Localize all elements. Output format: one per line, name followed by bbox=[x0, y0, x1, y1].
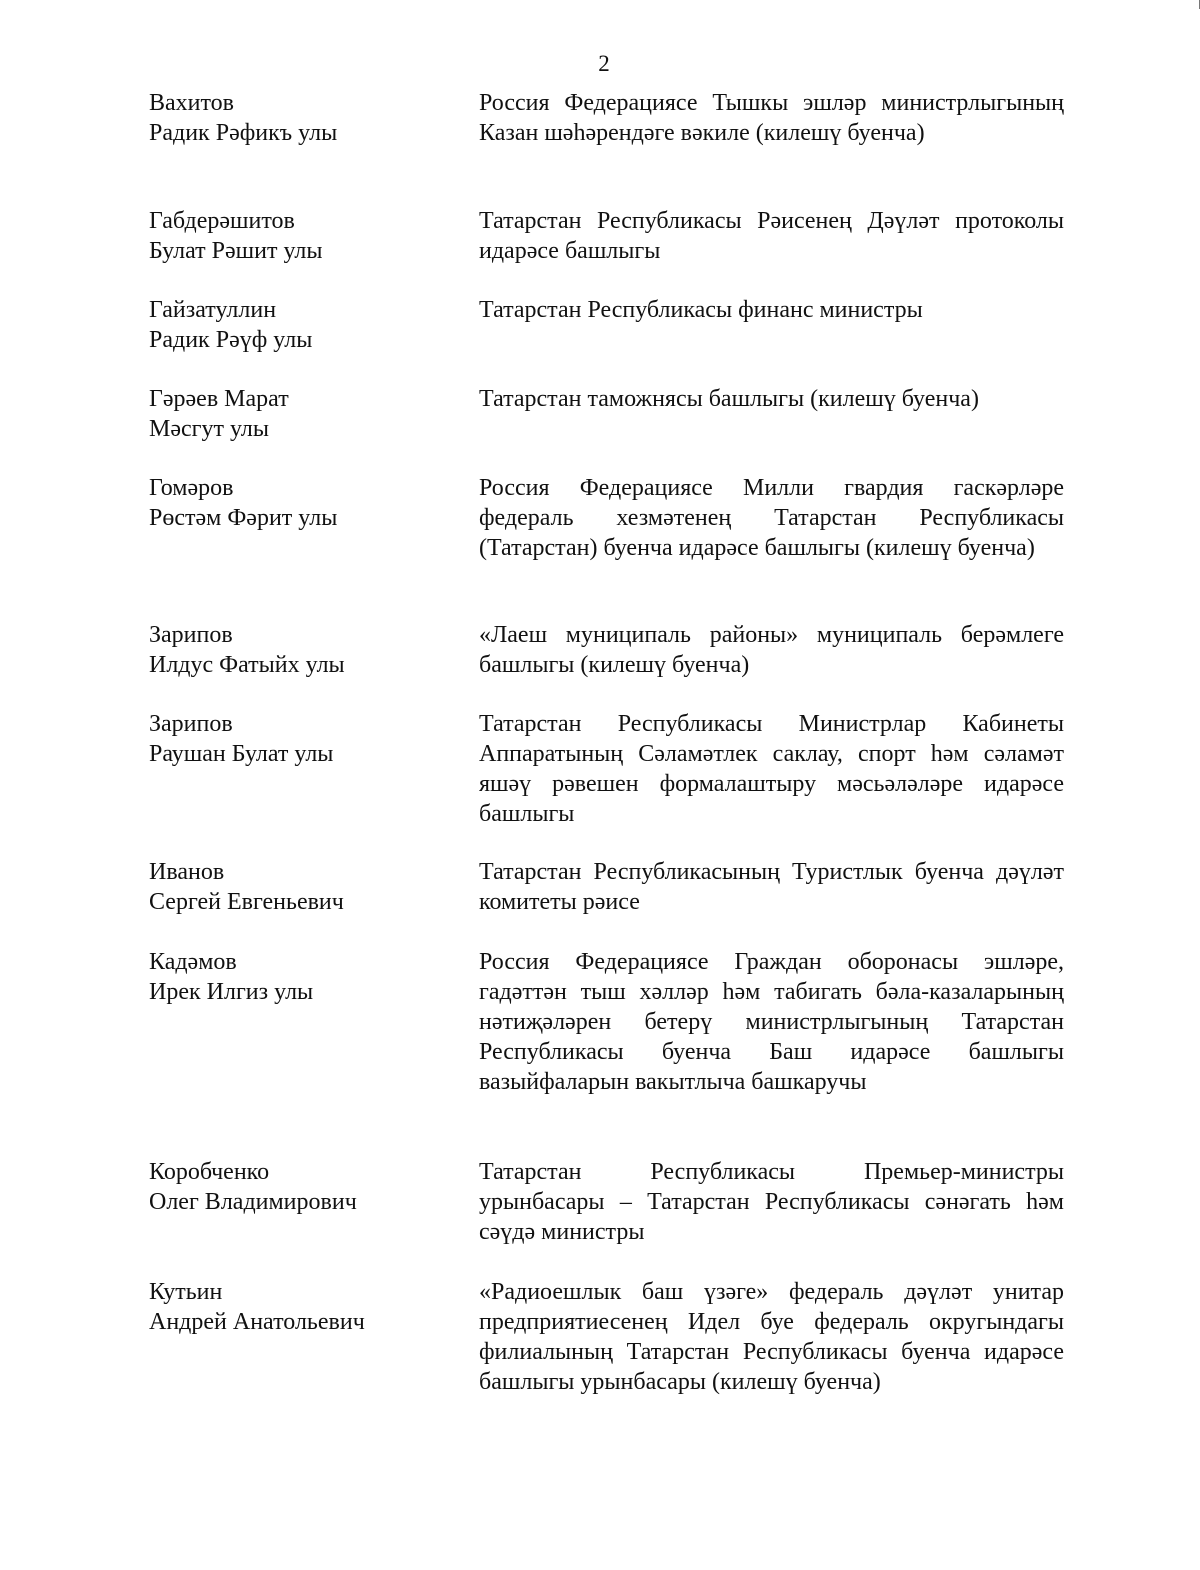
member-position: Татарстан Республикасы Министрлар Кабинеты Аппаратының Сәламәтлек саклау, спорт һәм сәламәт яшәү рәвешен формалаштыру мәсьәләләре идарәсе башлыгы bbox=[479, 711, 1064, 827]
member-surname: Кадәмов bbox=[149, 949, 237, 975]
member-given-name: Андрей Анатольевич bbox=[149, 1309, 365, 1335]
member-position: Татарстан Республикасының Туристлык буенча дәүләт комитеты рәисе bbox=[479, 859, 1064, 915]
member-surname: Вахитов bbox=[149, 90, 235, 116]
member-position: «Радиоешлык баш үзәге» федераль дәүләт унитар предприятиесенең Идел буе федераль округындагы филиалының Татарстан Республикасы буенча идарәсе башлыгы урынбасары (килешү буенча) bbox=[479, 1279, 1064, 1395]
member-surname: Иванов bbox=[149, 859, 225, 885]
member-name bbox=[149, 295, 469, 355]
member-surname: Зарипов bbox=[149, 711, 233, 737]
member-name bbox=[149, 620, 469, 680]
member-position: Татарстан Республикасы Премьер-министры урынбасары – Татарстан Республикасы сәнәгать һәм сәүдә министры bbox=[479, 1159, 1064, 1245]
member-given-name: Радик Рәфикъ улы bbox=[149, 120, 338, 146]
member-name bbox=[149, 857, 469, 917]
member-surname: Гәрәев Марат bbox=[149, 386, 289, 412]
member-surname: Гайзатуллин bbox=[149, 297, 277, 323]
member-surname: Габдерәшитов bbox=[149, 208, 295, 234]
member-surname: Зарипов bbox=[149, 622, 233, 648]
member-position: Россия Федерациясе Тышкы эшләр министрлыгының Казан шәһәрендәге вәкиле (килешү буенча) bbox=[479, 90, 1064, 146]
member-position: Татарстан Республикасы Рәисенең Дәүләт протоколы идарәсе башлыгы bbox=[479, 208, 1064, 264]
member-surname: Кутьин bbox=[149, 1279, 223, 1305]
member-given-name: Мәсгут улы bbox=[149, 416, 270, 442]
member-position: Татарстан таможнясы башлыгы (килешү буенча) bbox=[479, 386, 979, 412]
member-name bbox=[149, 88, 469, 148]
member-given-name: Сергей Евгеньевич bbox=[149, 889, 344, 915]
member-given-name: Ирек Илгиз улы bbox=[149, 979, 314, 1005]
member-name bbox=[149, 384, 469, 444]
member-position: «Лаеш муниципаль районы» муниципаль берәмлеге башлыгы (килешү буенча) bbox=[479, 622, 1064, 678]
member-name bbox=[149, 1277, 469, 1337]
member-surname: Коробченко bbox=[149, 1159, 270, 1185]
member-given-name: Радик Рәүф улы bbox=[149, 327, 313, 353]
member-given-name: Раушан Булат улы bbox=[149, 741, 334, 767]
member-surname: Гомәров bbox=[149, 475, 234, 501]
member-name bbox=[149, 709, 469, 769]
member-name bbox=[149, 206, 469, 266]
member-position: Россия Федерациясе Граждан оборонасы эшләре, гадәттән тыш хәлләр һәм табигать бәла-казаларының нәтиҗәләрен бетерү министрлыгының Татарстан Республикасы буенча Баш идарәсе башлыгы вазыйфаларын вакытлыча башкаручы bbox=[479, 949, 1064, 1095]
member-given-name: Илдус Фатыйх улы bbox=[149, 652, 345, 678]
member-given-name: Рөстәм Фәрит улы bbox=[149, 505, 338, 531]
member-position: Россия Федерациясе Милли гвардия гаскәрләре федераль хезмәтенең Татарстан Республикасы (Татарстан) буенча идарәсе башлыгы (килешү буенча) bbox=[479, 475, 1064, 561]
member-given-name: Олег Владимирович bbox=[149, 1189, 357, 1215]
member-given-name: Булат Рәшит улы bbox=[149, 238, 323, 264]
page-number: 2 bbox=[598, 51, 610, 76]
member-name bbox=[149, 473, 469, 533]
member-name bbox=[149, 947, 469, 1007]
member-name bbox=[149, 1157, 469, 1217]
member-position: Татарстан Республикасы финанс министры bbox=[479, 297, 923, 323]
